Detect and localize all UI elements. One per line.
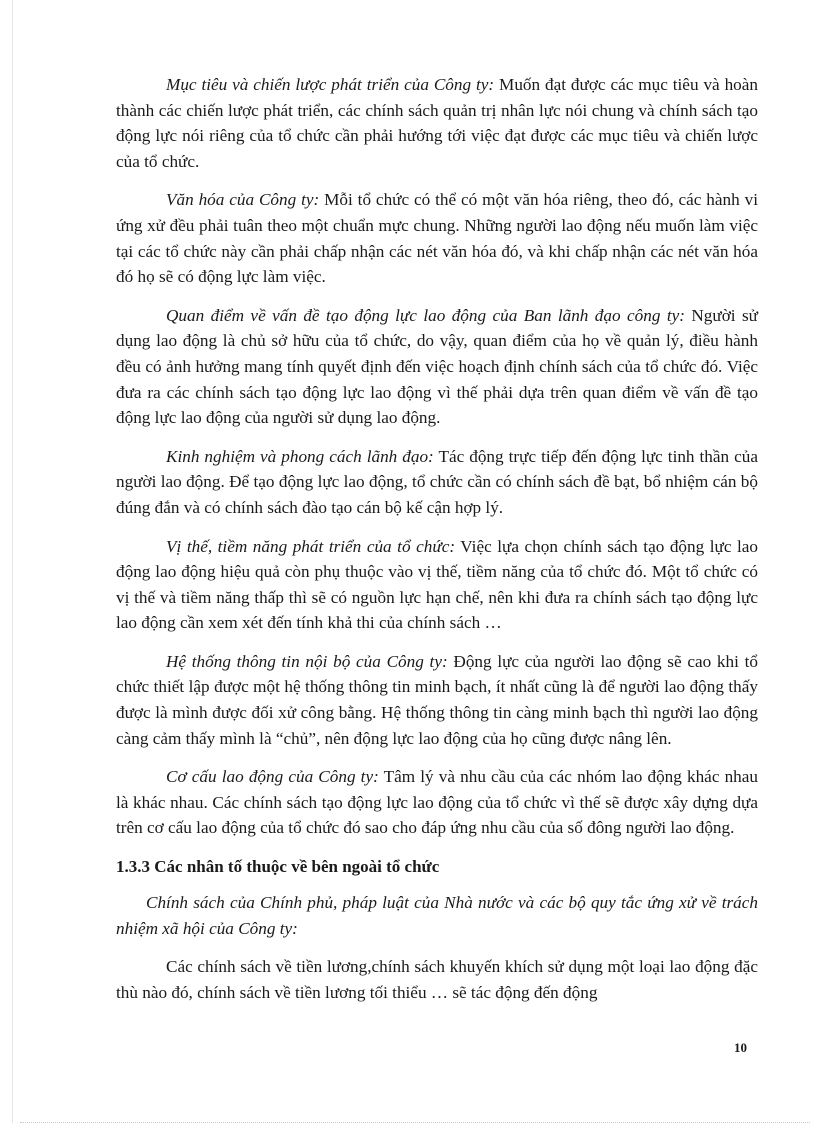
- italic-paragraph-text: Chính sách của Chính phủ, pháp luật của Nhà nước và các bộ quy tắc ứng xử về trách nhiệm xã hội của Công ty:: [116, 893, 758, 938]
- paragraph-text: Mỗi tổ chức có thể có một văn hóa riêng, theo đó, các hành vi ứng xử đều phải tuân theo một chuẩn mực chung. Những người lao động nếu muốn làm việc tại các tổ chức này cần phải chấp nhận các nét văn hóa đó, và khi chấp nhận các nét văn hóa đó họ sẽ có động lực làm việc.: [116, 190, 758, 287]
- paragraph-structure: [116, 764, 758, 841]
- paragraph-lead: Vị thế, tiềm năng phát triển của tổ chức:: [166, 536, 456, 556]
- last-paragraph: Các chính sách về tiền lương,chính sách khuyến khích sử dụng một loại lao động đặc thù nào đó, chính sách về tiền lương tối thiểu … sẽ tác động đến động: [116, 957, 758, 1002]
- section-heading: 1.3.3 Các nhân tố thuộc về bên ngoài tổ chức: [116, 857, 440, 877]
- page-content: [116, 72, 758, 1018]
- paragraph-text: Tâm lý và nhu cầu của các nhóm lao động khác nhau là khác nhau. Các chính sách tạo động lực lao động của tổ chức vì thế sẽ được xây dựng dựa trên cơ cấu lao động của tổ chức đó sao cho đáp ứng nhu cầu của số đông người lao động.: [116, 767, 758, 838]
- paragraph-lead: Hệ thống thông tin nội bộ của Công ty:: [166, 651, 448, 671]
- paragraph-text: Tác động trực tiếp đến động lực tinh thần của người lao động. Để tạo động lực lao động, tổ chức cần có chính sách đề bạt, bổ nhiệm cán bộ đúng đắn và có chính sách đào tạo cán bộ kế cận hợp lý.: [116, 446, 758, 517]
- paragraph-culture: [116, 187, 758, 289]
- paragraph-lead: Cơ cấu lao động của Công ty:: [166, 767, 379, 787]
- paragraph-goals: [116, 72, 758, 174]
- page-number: 10: [734, 1040, 747, 1055]
- paragraph-info-system: [116, 649, 758, 751]
- paragraph-text: Người sử dụng lao động là chủ sở hữu của tổ chức, do vậy, quan điểm của họ về quản lý, điều hành đều có ảnh hưởng mang tính quyết định đến việc hoạch định chính sách của tổ chức đó. Việc đưa ra các chính sách tạo động lực lao động vì thế phải dựa trên quan điểm về vấn đề tạo động lực lao động của người sử dụng lao động.: [116, 305, 758, 428]
- margin-rule: [12, 0, 13, 1123]
- paragraph-leadership-view: [116, 303, 758, 431]
- paragraph-lead: Kinh nghiệm và phong cách lãnh đạo:: [166, 446, 434, 466]
- italic-paragraph: [116, 890, 758, 941]
- paragraph-text: Động lực của người lao động sẽ cao khi tổ chức thiết lập được một hệ thống thông tin minh bạch, ít nhất cũng là để người lao động thấy được là mình được đối xử công bằng. Hệ thống thông tin càng minh bạch thì người lao động càng cảm thấy mình là “chủ”, nên động lực lao động của họ cũng được nâng lên.: [116, 651, 758, 748]
- paragraph-lead: Văn hóa của Công ty:: [166, 190, 320, 210]
- paragraph-text: Việc lựa chọn chính sách tạo động lực lao động lao động hiệu quả còn phụ thuộc vào vị thế, tiềm năng của tổ chức đó. Một tổ chức có vị thế và tiềm năng thấp thì sẽ có nguồn lực hạn chế, nên khi đưa ra chính sách tạo động lực lao động cần xem xét đến tính khả thi của chính sách …: [116, 536, 759, 633]
- paragraph-position: [116, 534, 758, 636]
- paragraph-text: Muốn đạt được các mục tiêu và hoàn thành các chiến lược phát triển, các chính sách quản trị nhân lực nói chung và chính sách tạo động lực nói riêng của tổ chức cần phải hướng tới việc đạt được các mục tiêu và chiến lược của tổ chức.: [116, 75, 758, 171]
- paragraph-lead: Quan điểm về vấn đề tạo động lực lao động của Ban lãnh đạo công ty:: [166, 305, 685, 325]
- paragraph-experience: [116, 444, 758, 521]
- paragraph-lead: Mục tiêu và chiến lược phát triển của Công ty:: [166, 75, 495, 94]
